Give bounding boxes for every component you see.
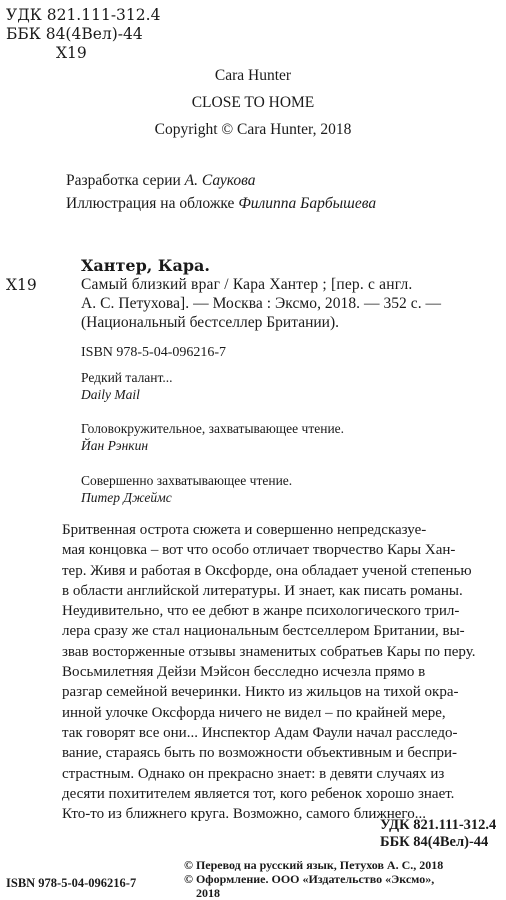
catalog-line-1: Самый близкий враг / Кара Хантер ; [пер. с англ. (81, 276, 413, 293)
annotation-line: инной улочке Оксфорда ничего не видел – по крайней мере, (62, 704, 446, 721)
annotation-line: мая концовка – вот что особо отличает творчество Кары Хан- (62, 542, 456, 559)
annotation-line: Кто-то из ближнего круга. Возможно, самого ближнего... (62, 806, 426, 823)
annotation-line: вание, стараясь быть по возможности объективным и беспри- (62, 745, 458, 762)
quote-item (81, 369, 173, 403)
annotation-line: страстным. Однако он прекрасно знает: в девяти случаях из (62, 765, 445, 782)
translation-copyright: © Перевод на русский язык, Петухов А. С., 2018 (184, 858, 444, 872)
quote-source: Питер Джеймс (81, 490, 172, 505)
bbk-code: ББК 84(4Вел)-44 (380, 834, 489, 850)
bottom-isbn: ISBN 978-5-04-096216-7 (6, 876, 137, 890)
catalog-line-3: (Национальный бестселлер Британии). (81, 314, 339, 331)
quote-item (81, 472, 292, 506)
bottom-copyright (184, 858, 443, 900)
annotation-line: так говорят все они... Инспектор Адам Фаули начал расследо- (62, 724, 458, 741)
udk-code: УДК 821.111-312.4 (380, 817, 497, 833)
quote-source: Daily Mail (81, 387, 140, 402)
quote-text: Редкий талант... (81, 370, 173, 385)
quote-source: Йан Рэнкин (81, 438, 149, 453)
annotation-line: звав восторженные отзывы знаменитых собратьев Кары по перу. (62, 643, 476, 660)
design-copyright-year: 2018 (196, 886, 220, 900)
annotation (62, 520, 492, 824)
catalog-heading: Хантер, Кара. (81, 256, 210, 275)
quote-text: Совершенно захватывающее чтение. (81, 473, 293, 488)
series-credit (66, 171, 376, 190)
quote-text: Головокружительное, захватывающее чтение. (81, 421, 345, 436)
annotation-line: Восьмилетняя Дейзи Мэйсон бесследно исчезла прямо в (62, 664, 426, 681)
catalog-line-2: А. С. Петухова]. — Москва : Эксмо, 2018. — 352 с. — (81, 295, 442, 312)
series-label: Разработка серии (66, 172, 181, 189)
annotation-line: Бритвенная острота сюжета и совершенно непредсказуе- (62, 522, 427, 538)
annotation-line: десяти похитителем является тот, кого ребенок хорошо знает. (62, 785, 455, 802)
catalog-description (81, 275, 441, 332)
cover-credit (66, 194, 376, 213)
original-title: CLOSE TO HOME (191, 94, 315, 111)
author-mark: Х19 (56, 44, 87, 62)
cover-label: Иллюстрация на обложке (66, 195, 235, 212)
annotation-line: в области английской литературы. И знает, как писать романы. (62, 582, 463, 599)
classification-codes (6, 6, 160, 63)
quote-item (81, 420, 344, 454)
catalog-isbn: ISBN 978-5-04-096216-7 (81, 345, 227, 360)
original-copyright: Copyright © Cara Hunter, 2018 (154, 121, 352, 138)
original-author: Cara Hunter (214, 67, 292, 84)
annotation-line: Неудивительно, что ее дебют в жанре психологического трил- (62, 603, 460, 620)
design-copyright: © Оформление. ООО «Издательство «Эксмо», (184, 872, 435, 886)
bottom-classification-codes (380, 817, 496, 851)
annotation-line: тер. Живя и работая в Оксфорде, она обладает ученой степенью (62, 562, 472, 579)
series-designer: А. Саукова (184, 172, 256, 189)
annotation-line: разгар семейной вечеринки. Никто из жильцов на тихой окра- (62, 684, 459, 701)
annotation-line: лера сразу же стал национальным бестселлером Британии, вы- (62, 623, 465, 640)
bbk-code: ББК 84(4Вел)-44 (6, 25, 143, 43)
cover-illustrator: Филиппа Барбышева (238, 195, 377, 212)
udk-code: УДК 821.111-312.4 (6, 6, 161, 24)
catalog-mark: Х19 (6, 276, 37, 294)
credits-block (66, 171, 376, 213)
